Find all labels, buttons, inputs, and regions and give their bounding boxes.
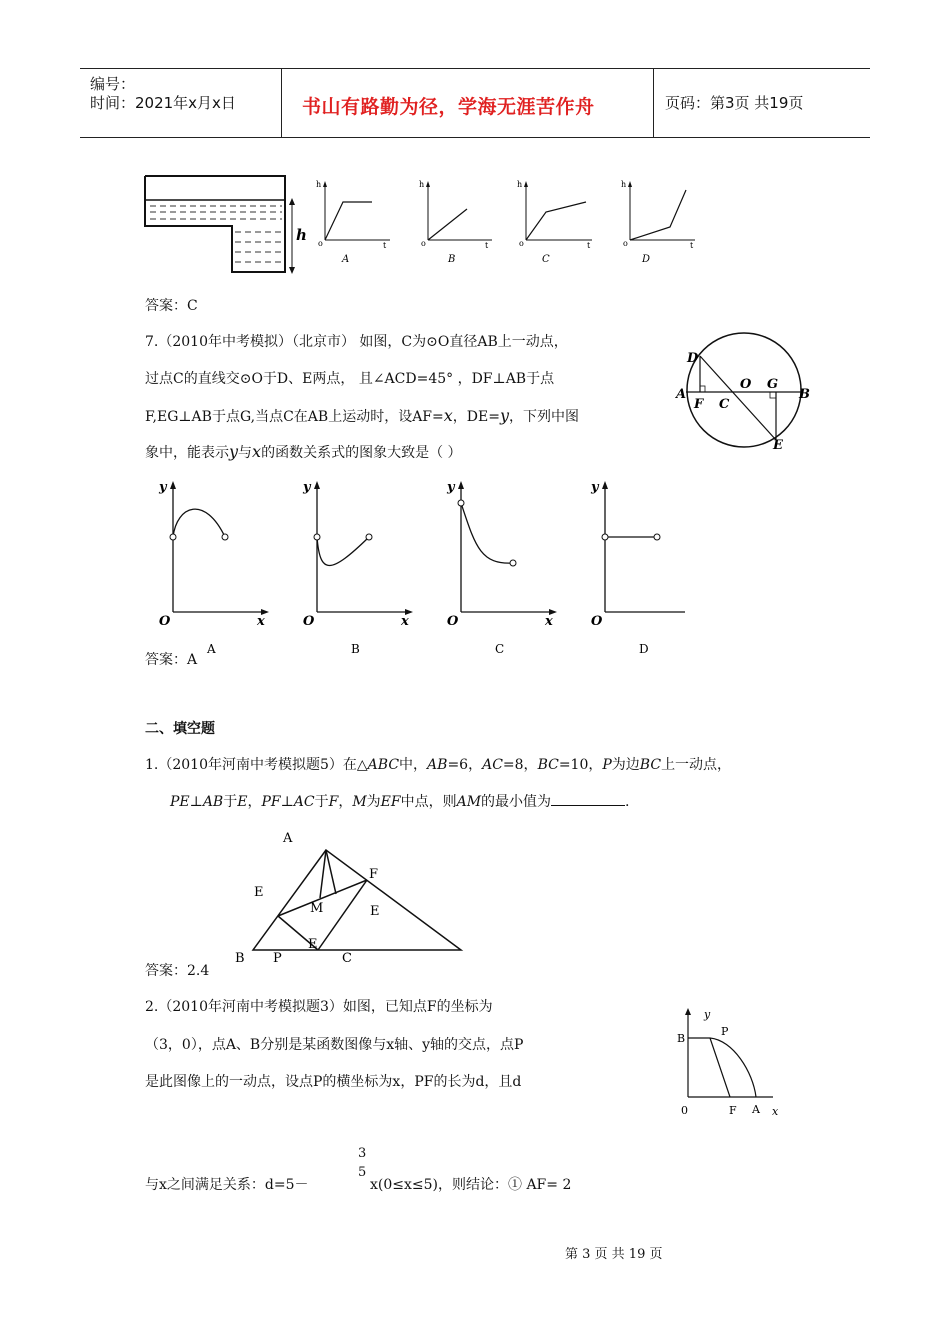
graph-label: B <box>351 642 360 656</box>
math-var: PF <box>261 794 281 810</box>
axis-label: O <box>591 614 603 629</box>
text-segment: 为边 <box>611 757 640 773</box>
math-var: ABC <box>367 757 400 773</box>
axis-label: o <box>318 239 323 248</box>
graph-label: B <box>448 254 456 265</box>
q7-line2: 过点C的直线交⊙O于D、E两点， 且∠ACD=45° ，DF⊥AB于点 <box>145 371 555 387</box>
q6-graph-d <box>621 180 695 265</box>
q6-graph-b <box>419 180 492 265</box>
q6-answer: 答案：C <box>145 298 198 314</box>
axis-label: x <box>401 614 409 629</box>
fq1-line1 <box>145 756 731 774</box>
header-page-label: 页码：第3页 共19页 <box>665 94 804 112</box>
text-segment: 上一动点， <box>661 757 732 773</box>
q7-line3 <box>145 407 579 426</box>
point-label: B <box>677 1032 686 1045</box>
text-segment: 1.（2010年河南中考模拟题5）在△ <box>145 757 368 773</box>
math-var: AB <box>427 757 448 773</box>
q7-answer: 答案：A <box>145 652 198 668</box>
q7-line1: 7.（2010年中考模拟）（北京市） 如图，C为⊙O直径AB上一动点， <box>145 334 568 350</box>
math-var: E <box>237 794 248 810</box>
fq1-answer: 答案：2.4 <box>145 963 210 979</box>
axis-label: t <box>383 241 387 250</box>
math-var: PE <box>170 794 190 810</box>
q7-circle-figure <box>672 330 812 455</box>
point-label: A <box>283 831 293 846</box>
doc-time-label: 时间：2021年x月x日 <box>90 94 236 112</box>
text-segment: 的最小值为 <box>481 794 552 810</box>
text-segment: ， <box>338 794 353 810</box>
graph-label: A <box>342 254 350 265</box>
point-label: E <box>370 904 380 919</box>
fq2-line4-a: 与x之间满足关系：d=5－ <box>145 1177 309 1193</box>
text-segment: =10， <box>558 757 603 773</box>
graph-label: A <box>207 642 216 656</box>
doc-number-label: 编号： <box>90 75 136 93</box>
q7-line4 <box>145 443 462 462</box>
text-segment: ⊥ <box>280 794 294 810</box>
math-var: AC <box>293 794 315 810</box>
fq2-line2: （3，0），点A、B分别是某函数图像与x轴、y轴的交点，点P <box>145 1037 524 1053</box>
graph-label: C <box>495 642 505 656</box>
fq2-line4-b: x(0≤x≤5)，则结论：① AF= 2 <box>370 1177 572 1193</box>
q6-graph-a <box>316 180 390 265</box>
fq2-line1: 2.（2010年河南中考模拟题3）如图，已知点F的坐标为 <box>145 999 493 1015</box>
point-label: 0 <box>681 1104 688 1117</box>
page-header <box>80 68 870 138</box>
axis-label: t <box>587 241 591 250</box>
text-segment: 于 <box>314 794 329 810</box>
header-divider <box>653 69 654 137</box>
axis-label: h <box>316 180 322 189</box>
fq1-triangle-figure <box>228 826 468 968</box>
axis-label: O <box>303 614 315 629</box>
point-label: O <box>740 377 752 392</box>
graph-label: D <box>642 254 651 265</box>
text-segment: 与 <box>238 445 253 461</box>
point-label: P <box>721 1025 729 1038</box>
text-segment: 的函数关系式的图象大致是（ ） <box>261 445 462 461</box>
graph-label: D <box>639 642 649 656</box>
math-var: y <box>499 406 510 425</box>
point-label: G <box>767 377 779 392</box>
header-divider <box>281 69 282 137</box>
math-var: F <box>328 794 339 810</box>
text-segment: ， <box>247 794 262 810</box>
graph-label: C <box>542 254 550 265</box>
math-var: BC <box>537 757 559 773</box>
q6-figures <box>140 172 710 276</box>
point-label: B <box>799 387 810 402</box>
axis-label: h <box>517 180 523 189</box>
section-title: 二、填空题 <box>145 721 215 737</box>
axis-label: y <box>303 480 311 495</box>
axis-label: o <box>421 239 426 248</box>
axis-label: h <box>621 180 627 189</box>
axis-label: t <box>485 241 489 250</box>
text-segment: ，下列中图 <box>509 409 580 425</box>
point-label: E <box>773 438 783 453</box>
axis-label: h <box>419 180 425 189</box>
text-segment: F,EG⊥AB于点G,当点C在AB上运动时，设AF= <box>145 409 444 425</box>
q6-container-figure <box>145 176 307 274</box>
axis-label: t <box>690 241 694 250</box>
point-label: D <box>687 351 699 366</box>
axis-label: y <box>591 480 599 495</box>
axis-label: x <box>257 614 265 629</box>
math-var: AC <box>482 757 503 773</box>
point-label: F <box>694 397 704 412</box>
math-var: M <box>352 794 367 810</box>
axis-label: y <box>704 1008 711 1021</box>
q7-graphs <box>145 475 685 660</box>
math-var: AB <box>202 794 224 810</box>
axis-label: x <box>772 1105 779 1118</box>
text-segment: ，DE= <box>452 409 500 425</box>
axis-label: o <box>519 239 524 248</box>
text-segment: =6， <box>447 757 483 773</box>
axis-label: O <box>447 614 459 629</box>
point-label: M <box>310 901 324 916</box>
math-var: BC <box>639 757 662 773</box>
text-segment: . <box>625 794 630 810</box>
math-var: y <box>229 442 239 461</box>
answer-blank <box>551 791 625 806</box>
fraction-numerator: 3 <box>358 1146 367 1161</box>
point-label: P <box>273 951 282 966</box>
math-var: AM <box>456 794 482 810</box>
q6-graph-c <box>517 180 592 265</box>
fq2-graph <box>668 1002 788 1120</box>
text-segment: =8， <box>502 757 538 773</box>
axis-label: x <box>545 614 553 629</box>
point-label: A <box>752 1103 760 1116</box>
text-segment: 象中，能表示 <box>145 445 229 461</box>
point-label: B <box>235 951 245 966</box>
point-label: C <box>342 951 352 966</box>
point-label: A <box>676 387 687 402</box>
point-label: F <box>729 1104 737 1117</box>
point-label: F <box>369 867 379 882</box>
math-var: P <box>602 757 612 773</box>
axis-label: y <box>159 480 167 495</box>
text-segment: 中点，则 <box>400 794 457 810</box>
point-label: E <box>254 885 264 900</box>
fraction-denominator: 5 <box>358 1165 367 1180</box>
math-var: EF <box>380 794 401 810</box>
text-segment: 为 <box>366 794 381 810</box>
header-motto: 书山有路勤为径，学海无涯苦作舟 <box>302 96 595 118</box>
point-label: E <box>308 937 318 952</box>
fq2-line3: 是此图像上的一动点，设点P的横坐标为x，PF的长为d，且d <box>145 1074 522 1090</box>
fq1-line2 <box>170 791 630 811</box>
q6-container-h-label: h <box>296 226 307 244</box>
page-footer: 第 3 页 共 19 页 <box>565 1247 663 1262</box>
math-var: x <box>252 442 262 461</box>
math-var: x <box>443 406 453 425</box>
text-segment: 于 <box>223 794 238 810</box>
axis-label: y <box>447 480 455 495</box>
point-label: C <box>719 397 730 412</box>
text-segment: 中， <box>399 757 428 773</box>
text-segment: ⊥ <box>189 794 203 810</box>
axis-label: O <box>159 614 171 629</box>
axis-label: o <box>623 239 628 248</box>
